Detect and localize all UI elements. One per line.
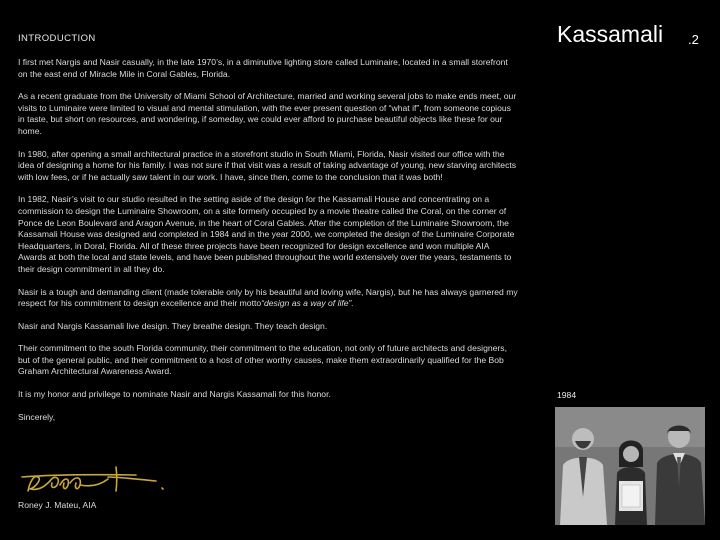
photo-year: 1984 xyxy=(557,390,577,400)
closing: Sincerely, xyxy=(18,411,56,422)
signature-image xyxy=(16,461,176,499)
page-title: Kassamali xyxy=(557,21,664,47)
client-text: Nasir is a tough and demanding client (made tolerable only by his beautiful and loving wife, Nargis), but he has always garnered my respect for his commitment to design excellence and their motto xyxy=(18,286,518,309)
section-heading: INTRODUCTION xyxy=(18,33,96,44)
award-photo xyxy=(555,407,705,525)
paragraph-client xyxy=(18,287,518,310)
motto: “design as a way of life”. xyxy=(261,298,354,309)
paragraph-nomination: It is my honor and privilege to nominate Nasir and Nargis Kassamali for this honor. xyxy=(18,389,331,400)
paragraph-1982: In 1982, Nasir’s visit to our studio resulted in the setting aside of the design for the Kassamali House and concentrating on a commission to design the Luminaire Showroom, on a site formerly occupied by a movie theatre called the Coral, on the corner of Ponce de Leon Boulevard and Aragon Avenue, in the heart of Coral Gables. After the completion of the Luminaire Showroom, the Kassamali House was designed and completed in 1984 and in the year 2000, we completed the design of the Luminaire Corporate Headquarters, in Doral, Florida. All of these three projects have been recognized for design excellence and won multiple AIA Awards at both the local and state levels, and have been published throughout the world extensively over the years, testaments to their design commitment in all they do. xyxy=(18,194,515,274)
paragraph-1980: In 1980, after opening a small architectural practice in a storefront studio in South Miami, Florida, Nasir visited our office with the idea of designing a home for his family. I was not sure if that visit was a result of taking advantage of young, new starving architects with low fees, or if he actually saw talent in our work. I have, since then, come to the conclusion that it was both! xyxy=(18,148,517,182)
letter-body xyxy=(18,57,518,432)
signer-name: Roney J. Mateu, AIA xyxy=(18,500,97,510)
paragraph-graduate: As a recent graduate from the University of Miami School of Architecture, married and working several jobs to make ends meet, our visits to Luminaire were limited to visual and mental stimulation, with the ever present question of “what if”, from someone copious in taste, but short on resources, and wondering, if someday, we could ever afford to purchase beautiful objects like these for our home. xyxy=(18,91,517,136)
paragraph-commitment: Their commitment to the south Florida community, their commitment to the education, not only of future architects and designers, but of the general public, and their commitment to a host of other worthy causes, make them extraordinarily qualified for the Bob Graham Architectural Awareness Award. xyxy=(18,343,507,377)
paragraph-live-design: Nasir and Nargis Kassamali live design. They breathe design. They teach design. xyxy=(18,320,328,331)
paragraph-first-meeting: I first met Nargis and Nasir casually, in the late 1970’s, in a diminutive lighting store called Luminaire, located in a small storefront on the east end of Miracle Mile in Coral Gables, Florida. xyxy=(18,57,508,79)
page-number: .2 xyxy=(688,32,699,47)
